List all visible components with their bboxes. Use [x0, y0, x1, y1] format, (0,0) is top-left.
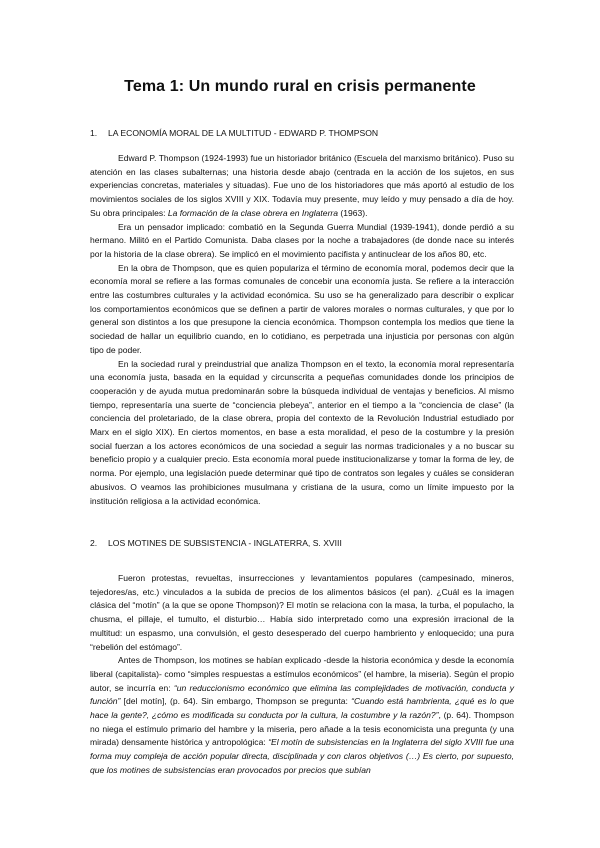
section-title: LA ECONOMÍA MORAL DE LA MULTITUD - EDWARD P. THOMPSON	[108, 128, 379, 138]
italic-text: “El motín de subsistencias en la Inglaterra del siglo XVIII fue una forma muy compleja de acción popular directa, disciplinada y con claros objetivos (…) Es cierto, por supuesto, que los motines de subsistencias eran provocados por precios que subían	[90, 737, 515, 775]
text-run: En la sociedad rural y preindustrial que analiza Thompson en el texto, la economía moral representaría una economía justa, basada en la equidad y circunscrita a pequeñas comunidades donde los principios de cooperación y de ayuda mutua predominarán sobre la búsqueda individual de ventajas y beneficios. Al mismo tiempo, representaría una suerte de “conciencia plebeya”, anterior en el tiempo a la “conciencia de clase” (la conciencia del proletariado, de la clase obrera, propia del contexto de la Revolución Industrial estudiado por Marx en el siglo XIX). En ciertos momentos, en base a esta moralidad, el peso de la costumbre y la presión social fuerzan a los actores económicos de una sociedad a seguir las normas tradicionales y a no buscar su beneficio propio y a cualquier precio. Esta economía moral puede institucionalizarse y tomar la forma de ley, de norma. Por ejemplo, una legislación puede determinar qué tipo de contratos son legales y cuáles se consideran abusivos. O veamos las prohibiciones musulmana y cristiana de la usura, como un límite impuesto por la institución religiosa a la actividad económica.	[90, 358, 514, 506]
section-title: LOS MOTINES DE SUBSISTENCIA - INGLATERRA, S. XVIII	[108, 538, 342, 548]
text-run: Era un pensador implicado: combatió en la Segunda Guerra Mundial (1939-1941), donde perdió a su hermano. Militó en el Partido Comunista. Daba clases por la noche a trabajadores (de donde nace su interés por la historia de la clase obrera). Se implicó en el movimiento pacifista y antinuclear de los años 80, etc.	[90, 221, 514, 259]
section-heading-2	[90, 538, 342, 548]
text-run: En la obra de Thompson, que es quien populariza el término de economía moral, podemos decir que la economía moral se refiere a las formas comunales de concebir una economía justa. Se refiere a la interacción entre las costumbres culturales y la actividad económica. Su uso se ha generalizado para describir o explicar los comportamientos económicos que se definen a partir de valores morales o normas culturales, y que por lo general son distintos a los que presupone la ciencia económica. Thompson contempla los medios que tiene la sociedad de hallar un equilibrio cuando, en lo cotidiano, es perpetrada una injusticia por personas con algún tipo de poder.	[90, 262, 514, 355]
italic-text: La formación de la clase obrera en Inglaterra	[167, 207, 339, 218]
section-number: 1.	[90, 128, 98, 138]
text-run: Edward P. Thompson (1924-1993) fue un historiador británico (Escuela del marxismo británico). Puso su atención en las clases subalternas; una historia desde abajo (centrada en la acción de los sujetos, en sus experiencias concretas, materiales y situadas). Fue uno de los historiadores que más aportó al estudio de los movimientos sociales de los siglos XVIII y XIX. Todavía muy presente, muy leído y muy pensado a día de hoy. Su obra principales:	[90, 153, 514, 218]
paragraph	[90, 262, 514, 358]
paragraph	[90, 152, 514, 221]
section-heading-1	[90, 128, 378, 138]
text-run: [del motín], (p. 64). Sin embargo, Thompson se pregunta:	[120, 696, 352, 707]
paragraph	[90, 654, 514, 777]
section-body-1	[90, 152, 514, 508]
document-title: Tema 1: Un mundo rural en crisis permanente	[124, 78, 476, 95]
text-run: Fueron protestas, revueltas, insurrecciones y levantamientos populares (campesinado, mineros, tejedores/as, etc.) vinculados a la subida de precios de los alimentos básicos (el pan). ¿Cuál es la imagen clásica del “motín” (a la que se opone Thompson)? El motín se relaciona con la masa, la turba, el populacho, la chusma, el pillaje, el tumulto, el disturbio… Había sido interpretado como una expresión irracional de la multitud: un espasmo, una convulsión, el gesto desesperado del cuerpo hambriento y enloquecido; una pura “rebelión del estómago”.	[90, 573, 514, 652]
paragraph	[90, 221, 514, 262]
paragraph	[90, 358, 514, 509]
text-run: (1963).	[338, 207, 368, 218]
paragraph	[90, 572, 514, 654]
text-run: Antes de Thompson, los motines se habían explicado -desde la historia económica y desde la economía liberal (capitalista)- como “simples respuestas a estímulos económicos” (el hambre, la miseria). Según el propio autor, se incurría en:	[90, 655, 514, 693]
italic-text: “Cuando está hambrienta, ¿qué es lo que hace la gente?, ¿cómo es modificada su conducta por la cultura, la costumbre y la razón?”	[90, 696, 514, 721]
text-run: , (p. 64). Thompson no niega el estímulo primario del hambre y la miseria, pero añade a la tesis economicista una pregunta (y una mirada) densamente histórica y antropológica:	[90, 710, 514, 748]
italic-text: “un reduccionismo económico que elimina las complejidades de motivación, conducta y función”	[90, 682, 514, 707]
section-number: 2.	[90, 538, 98, 548]
section-body-2	[90, 572, 514, 778]
